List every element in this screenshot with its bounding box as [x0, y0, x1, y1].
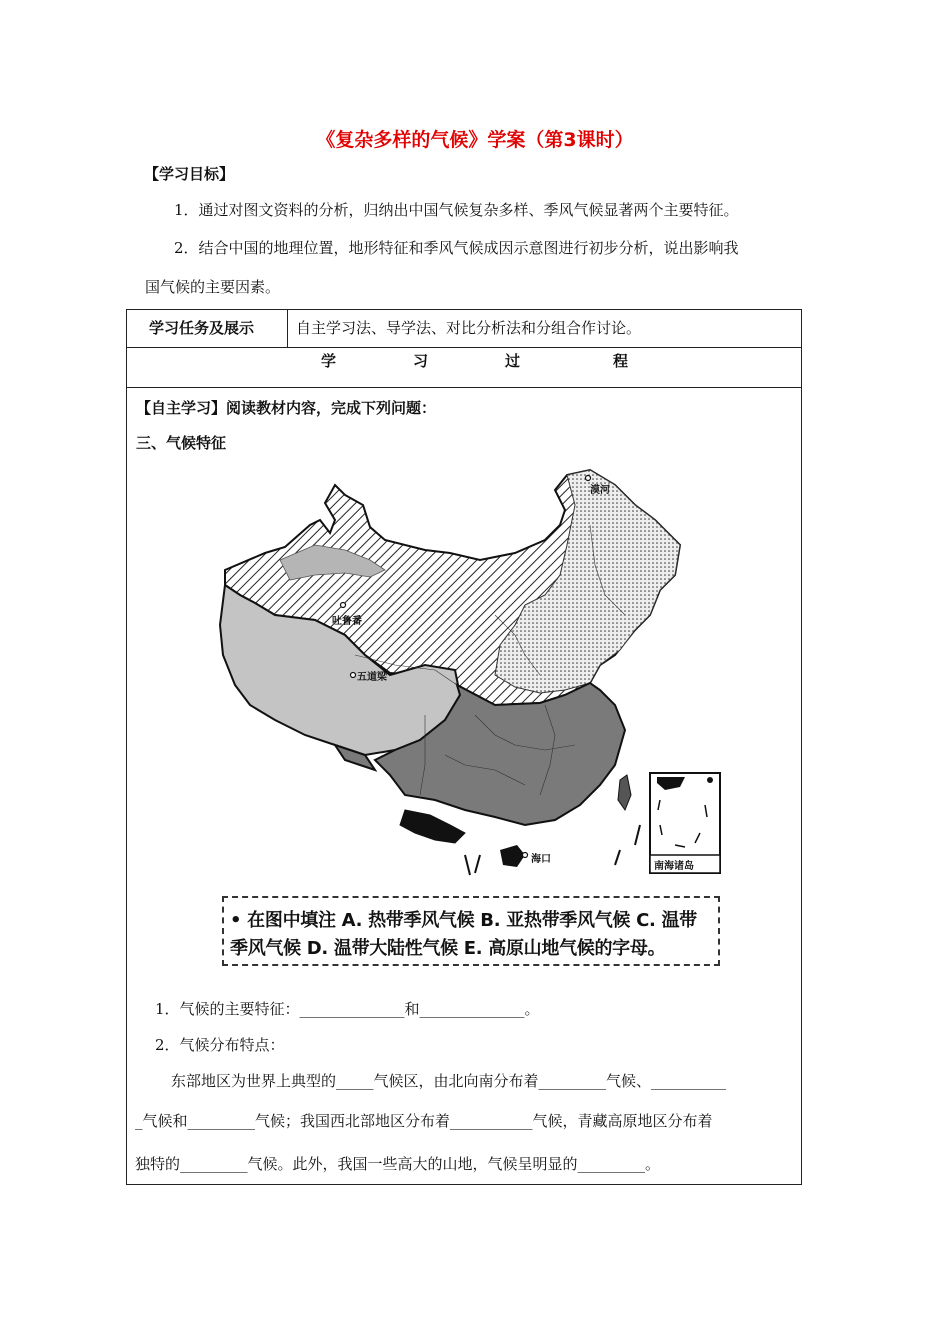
instruction-box — [222, 896, 720, 966]
label-south-sea: 南海诸岛 — [654, 861, 694, 872]
label-turpan: 吐鲁番 — [332, 616, 362, 627]
turpan-marker — [341, 603, 346, 608]
objective-item-1: 1．通过对图文资料的分析，归纳出中国气候复杂多样、季风气候显著两个主要特征。 — [174, 201, 739, 219]
process-char: 过 — [505, 352, 521, 370]
haikou-marker — [523, 853, 528, 858]
process-char: 习 — [413, 352, 429, 370]
section-title: 三、气候特征 — [136, 434, 227, 452]
china-climate-map — [195, 465, 735, 900]
self-study-heading: 【自主学习】阅读教材内容，完成下列问题： — [136, 399, 437, 417]
table-divider — [127, 387, 801, 388]
instruction-line-1: • 在图中填注 A. 热带季风气候 B. 亚热带季风气候 C. 温带 — [230, 910, 697, 931]
answer-line-2: _气候和_________气候；我国西北部地区分布着___________气候，青藏高原地区分布着 — [135, 1112, 713, 1130]
question-2: 2．气候分布特点： — [155, 1036, 285, 1054]
process-heading — [321, 350, 705, 371]
objective-item-2: 2．结合中国的地理位置，地形特征和季风气候成因示意图进行初步分析，说出影响我 — [174, 239, 739, 257]
answer-line-3: 独特的_________气候。此外，我国一些高大的山地，气候呈明显的_________。 — [135, 1155, 661, 1173]
instruction-text — [230, 907, 697, 963]
label-wudaoliang: 五道梁 — [357, 672, 387, 683]
process-char: 程 — [613, 352, 629, 370]
process-char: 学 — [321, 352, 337, 370]
objectives-heading: 【学习目标】 — [144, 165, 235, 183]
objective-item-2-cont: 国气候的主要因素。 — [145, 278, 281, 296]
instruction-line-2: 季风气候 D. 温带大陆性气候 E. 高原山地气候的字母。 — [230, 938, 666, 959]
answer-line-1: 东部地区为世界上典型的_____气候区，由北向南分布着_________气候、__________ — [171, 1072, 727, 1090]
label-haikou: 海口 — [531, 854, 551, 865]
sea-boundary — [465, 825, 640, 875]
page-title: 《复杂多样的气候》学案（第3课时） — [316, 129, 634, 151]
question-1: 1．气候的主要特征：______________和______________。 — [155, 1000, 540, 1018]
label-mohe: 漠河 — [590, 485, 610, 496]
mohe-marker — [586, 476, 591, 481]
task-label: 学习任务及展示 — [149, 319, 255, 337]
task-methods: 自主学习法、导学法、对比分析法和分组合作讨论。 — [296, 319, 642, 337]
zone-tropical-monsoon — [400, 810, 465, 843]
wudaoliang-marker — [351, 673, 356, 678]
taiwan-island — [618, 775, 631, 810]
table-divider — [287, 310, 288, 347]
hainan-island — [500, 845, 525, 867]
table-divider — [127, 347, 801, 348]
